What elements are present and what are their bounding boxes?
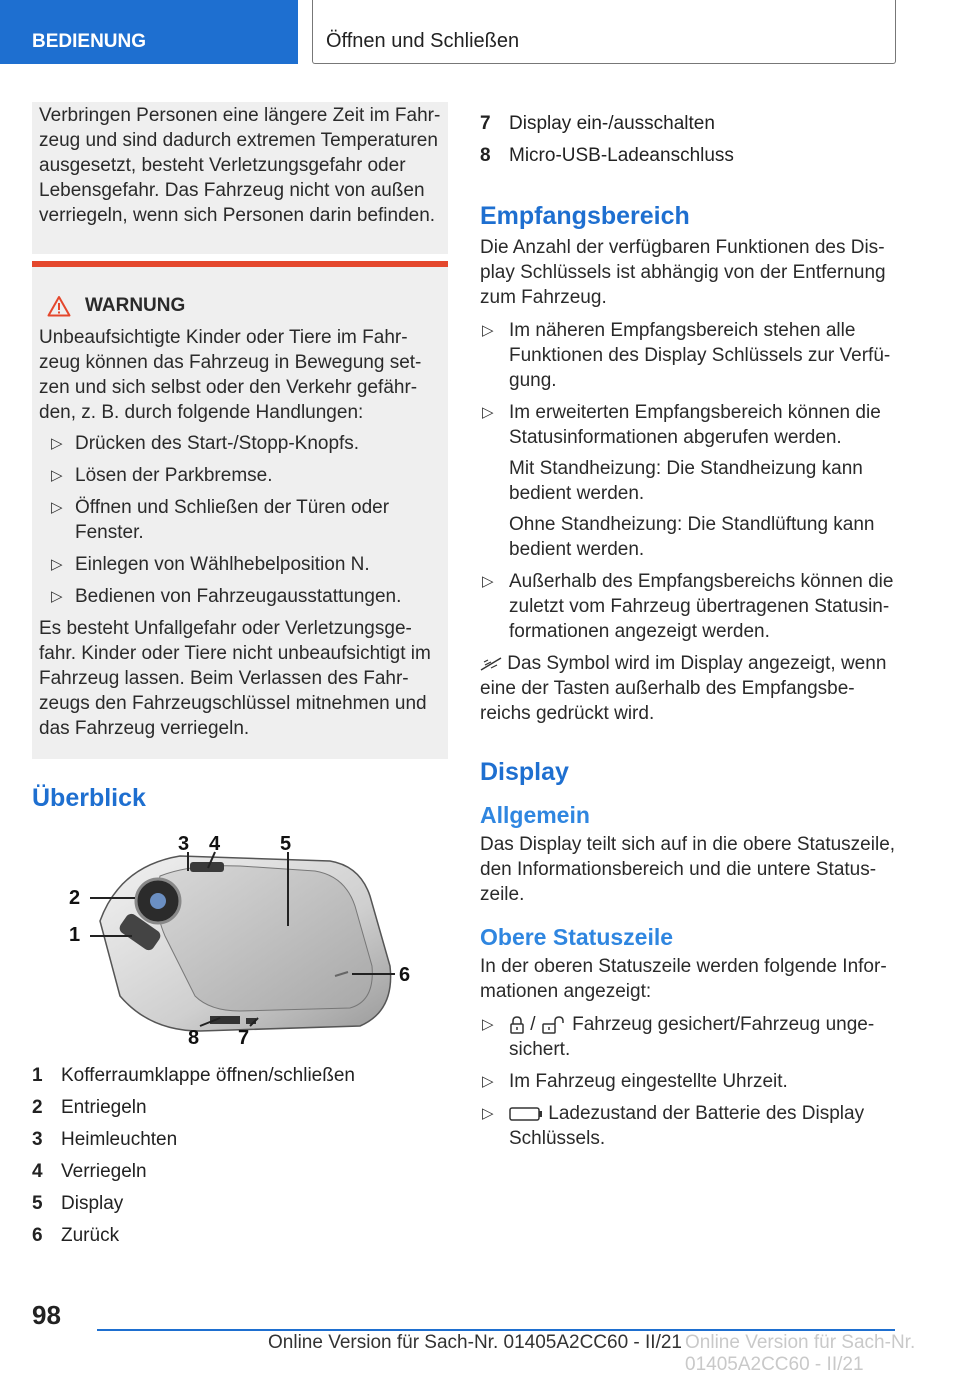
callout-1: 1 bbox=[69, 924, 81, 946]
list-item bbox=[480, 400, 898, 562]
list-item bbox=[480, 111, 734, 143]
warning-list bbox=[39, 431, 442, 609]
lock-open-icon bbox=[541, 1015, 567, 1035]
list-item-text: Ladezustand der Batterie des Display Schlüssels. bbox=[509, 1103, 865, 1149]
list-item-text: Fahrzeug gesichert/Fahrzeug ungesichert. bbox=[509, 1014, 875, 1060]
item-label: Display bbox=[61, 1193, 124, 1214]
callout-3: 3 bbox=[178, 833, 190, 855]
list-item bbox=[480, 1069, 898, 1094]
general-text: Das Display teilt sich auf in die obere Statuszeile, den Informationsbereich und die untere Statuszeile. bbox=[480, 834, 896, 905]
overview-heading: Überblick bbox=[32, 784, 146, 812]
list-item bbox=[39, 463, 442, 488]
list-item bbox=[480, 1101, 898, 1151]
triangle-bullet-icon: ▷ bbox=[482, 404, 494, 421]
list-item-text: Im erweiterten Empfangsbereich können die Statusinformationen abgerufen werden. bbox=[509, 402, 881, 448]
list-item-text: Öffnen und Schließen der Türen oder Fenster. bbox=[75, 497, 390, 543]
list-item bbox=[32, 1095, 355, 1127]
warning-box bbox=[32, 261, 448, 759]
triangle-bullet-icon: ▷ bbox=[482, 1073, 494, 1090]
display-key-figure bbox=[60, 826, 410, 1048]
triangle-bullet-icon: ▷ bbox=[482, 573, 494, 590]
item-label: Micro-USB-Ladeanschluss bbox=[509, 145, 734, 166]
warning-triangle-icon bbox=[47, 295, 71, 317]
warning-title-text: WARNUNG bbox=[85, 295, 186, 316]
status-text: In der oberen Statuszeile werden folgende Informationen angezeigt: bbox=[480, 956, 887, 1002]
item-number: 6 bbox=[32, 1225, 43, 1246]
list-subtext: Ohne Standheizung: Die Standlüftung kann bedient werden. bbox=[509, 514, 875, 560]
legend-list-left bbox=[32, 1063, 355, 1255]
caution-box bbox=[32, 102, 448, 254]
item-number: 1 bbox=[32, 1065, 43, 1086]
list-item bbox=[39, 584, 442, 609]
caution-text: Verbringen Personen eine längere Zeit im Fahrzeug und sind dadurch extremen Temperaturen ausgesetzt, besteht Verletzungsgefahr oder Lebensgefahr. Das Fahrzeug nicht von außen verriegeln, wenn sich Personen darin befinden. bbox=[39, 105, 441, 226]
watermark-text: Online Version für Sach-Nr. 01405A2CC60 - II/21 bbox=[685, 1332, 916, 1375]
list-item bbox=[32, 1191, 355, 1223]
symbol-note bbox=[480, 651, 898, 726]
range-text: Die Anzahl der verfügbaren Funktionen des Display Schlüssels ist abhängig von der Entfernung zum Fahrzeug. bbox=[480, 237, 886, 308]
triangle-bullet-icon: ▷ bbox=[51, 588, 63, 605]
callout-5: 5 bbox=[280, 833, 292, 855]
triangle-bullet-icon: ▷ bbox=[51, 499, 63, 516]
lock-closed-icon bbox=[509, 1015, 525, 1035]
out-of-range-icon bbox=[480, 657, 502, 671]
list-item bbox=[480, 318, 898, 393]
warning-text: Unbeaufsichtigte Kinder oder Tiere im Fahrzeug können das Fahrzeug in Bewegung setzen und sich selbst oder den Verkehr gefährden, z. B. durch folgende Handlungen: bbox=[39, 327, 422, 423]
item-number: 2 bbox=[32, 1097, 43, 1118]
list-item bbox=[39, 431, 442, 456]
list-item bbox=[480, 569, 898, 644]
list-item-text: Einlegen von Wählhebelposition N. bbox=[75, 554, 370, 575]
range-list bbox=[480, 318, 898, 644]
list-item bbox=[480, 1012, 898, 1062]
lock-separator: / bbox=[530, 1014, 536, 1035]
item-label: Verriegeln bbox=[61, 1161, 147, 1182]
item-number: 7 bbox=[480, 113, 491, 134]
item-label: Display ein-/ausschalten bbox=[509, 113, 715, 134]
list-item-text: Lösen der Parkbremse. bbox=[75, 465, 273, 486]
list-item-text: Im näheren Empfangsbereich stehen alle Funktionen des Display Schlüssels zur Verfügung. bbox=[509, 320, 891, 391]
callout-7: 7 bbox=[238, 1027, 250, 1049]
triangle-bullet-icon: ▷ bbox=[482, 1105, 494, 1122]
item-number: 5 bbox=[32, 1193, 43, 1214]
list-item-text: Außerhalb des Empfangsbereichs können die zuletzt vom Fahrzeug übertragenen Statusinformationen angezeigt werden. bbox=[509, 571, 894, 642]
item-number: 3 bbox=[32, 1129, 43, 1150]
callout-8: 8 bbox=[188, 1027, 200, 1049]
chapter-title: Öffnen und Schließen bbox=[312, 0, 896, 64]
general-heading: Allgemein bbox=[480, 802, 590, 828]
display-heading: Display bbox=[480, 758, 569, 786]
callout-4: 4 bbox=[209, 833, 221, 855]
range-heading: Empfangsbereich bbox=[480, 202, 690, 230]
status-list bbox=[480, 1012, 898, 1151]
list-item-text: Bedienen von Fahrzeugausstattungen. bbox=[75, 586, 402, 607]
section-tab: BEDIENUNG bbox=[0, 0, 298, 64]
warning-title bbox=[47, 293, 442, 318]
page-number: 98 bbox=[32, 1300, 61, 1330]
triangle-bullet-icon: ▷ bbox=[51, 467, 63, 484]
list-item bbox=[32, 1159, 355, 1191]
callout-6: 6 bbox=[399, 964, 411, 986]
list-item-text: Drücken des Start-/Stopp-Knopfs. bbox=[75, 433, 360, 454]
footer-divider bbox=[97, 1329, 895, 1331]
item-number: 4 bbox=[32, 1161, 43, 1182]
item-label: Heimleuchten bbox=[61, 1129, 178, 1150]
callout-2: 2 bbox=[69, 887, 81, 909]
status-heading: Obere Statuszeile bbox=[480, 924, 674, 950]
range-section bbox=[480, 204, 898, 726]
list-item bbox=[39, 495, 442, 545]
item-label: Kofferraumklappe öffnen/schließen bbox=[61, 1065, 355, 1086]
battery-icon bbox=[509, 1107, 543, 1121]
list-item bbox=[32, 1127, 355, 1159]
triangle-bullet-icon: ▷ bbox=[482, 1016, 494, 1033]
list-item bbox=[32, 1063, 355, 1095]
legend-list-right bbox=[480, 111, 734, 175]
symbol-note-text: Das Symbol wird im Display angezeigt, wenn eine der Tasten außerhalb des Empfangsbereichs gedrückt wird. bbox=[480, 653, 887, 724]
list-item bbox=[32, 1223, 355, 1255]
display-section bbox=[480, 760, 898, 1158]
item-label: Zurück bbox=[61, 1225, 120, 1246]
item-label: Entriegeln bbox=[61, 1097, 147, 1118]
list-item bbox=[39, 552, 442, 577]
warning-outro: Es besteht Unfallgefahr oder Verletzungsgefahr. Kinder oder Tiere nicht unbeaufsichtigt im Fahrzeug lassen. Beim Verlassen des Fahrzeugs den Fahrzeugschlüssel mitnehmen und das Fahrzeug verriegeln. bbox=[39, 618, 431, 739]
triangle-bullet-icon: ▷ bbox=[51, 556, 63, 573]
item-number: 8 bbox=[480, 145, 491, 166]
triangle-bullet-icon: ▷ bbox=[482, 322, 494, 339]
list-item bbox=[480, 143, 734, 175]
list-item-text: Im Fahrzeug eingestellte Uhrzeit. bbox=[509, 1071, 788, 1092]
online-version-text: Online Version für Sach-Nr. 01405A2CC60 - II/21 bbox=[268, 1332, 683, 1353]
list-subtext: Mit Standheizung: Die Standheizung kann bedient werden. bbox=[509, 458, 863, 504]
triangle-bullet-icon: ▷ bbox=[51, 435, 63, 452]
